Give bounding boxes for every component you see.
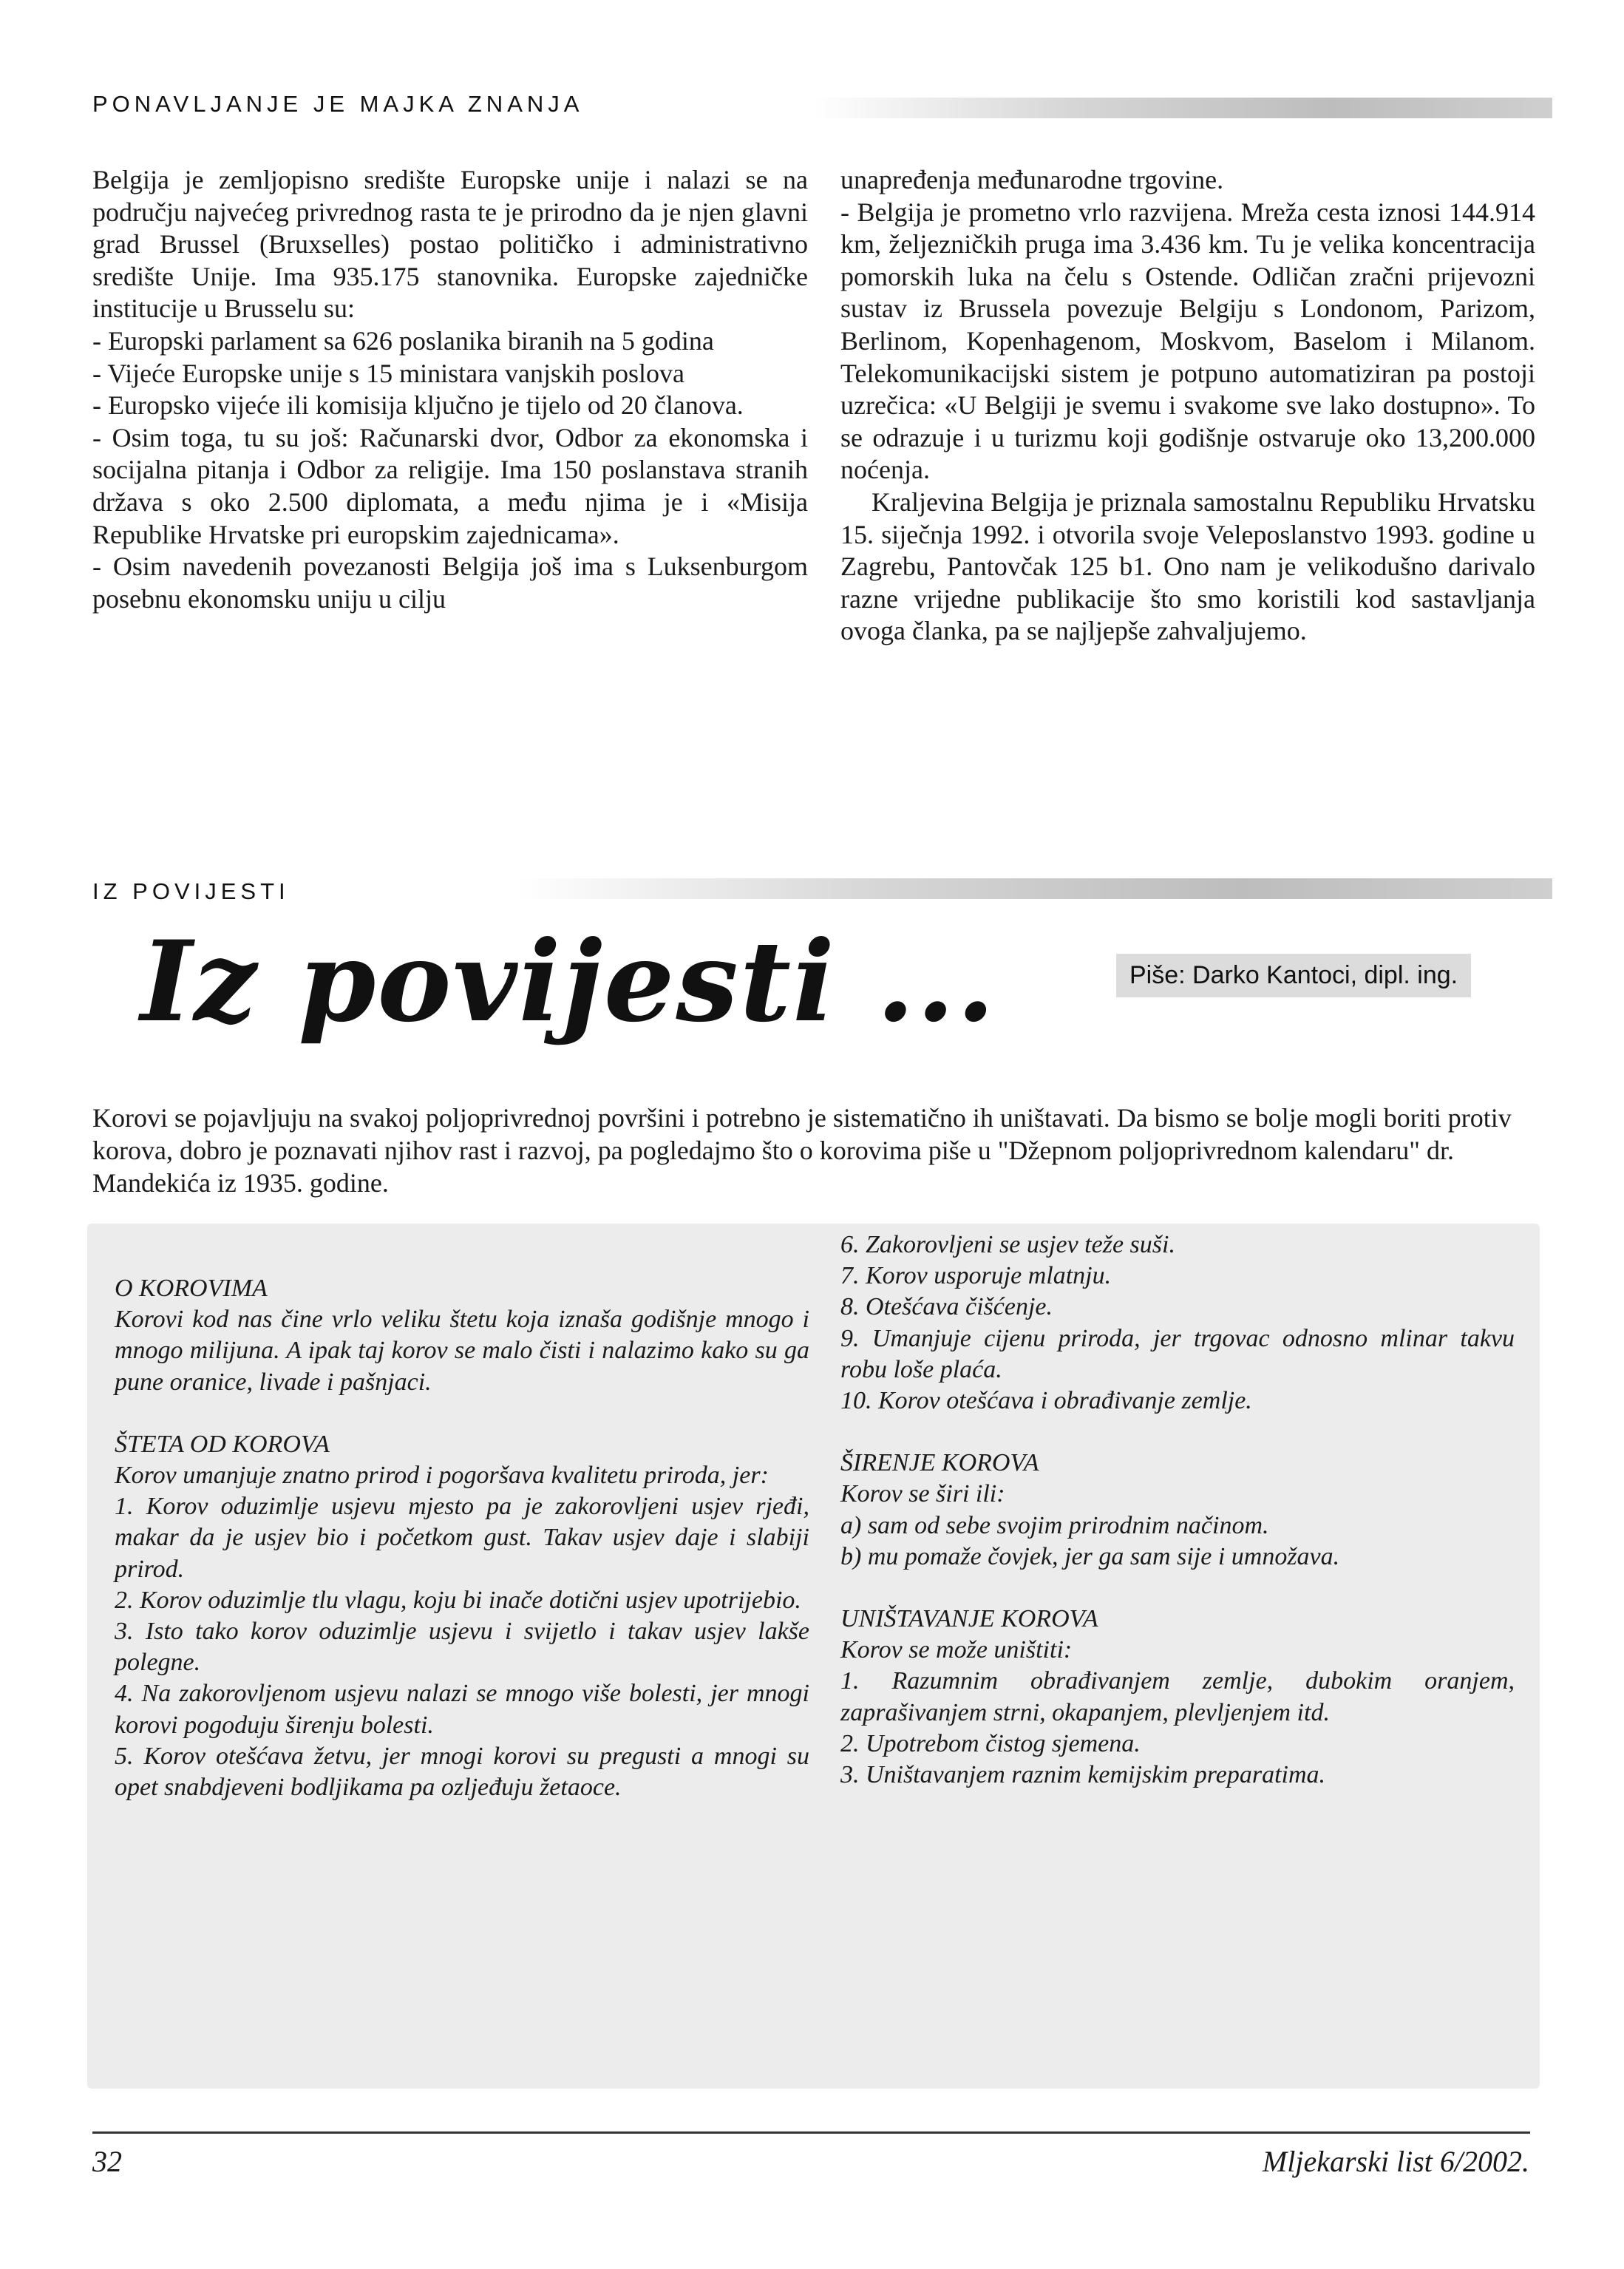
heading-band — [517, 878, 1552, 899]
box-subheading: UNIŠTAVANJE KOROVA — [840, 1605, 1098, 1633]
box-paragraph: Korov umanjuje znatno prirod i pogoršava kvalitetu priroda, jer: — [115, 1462, 769, 1490]
box-left-column — [115, 1273, 809, 1803]
list-item: - Osim toga, tu su još: Računarski dvor, Odbor za ekonomska i socijalna pitanja i Odbor za religije. Ima 150 poslanstava stranih država s oko 2.500 diplomata, a među njima je i «Misija Republike Hrvatske pri europskim zajednicama». — [92, 422, 808, 549]
intro-paragraph: Korovi se pojavljuju na svakoj poljoprivrednoj površini i potrebno je sistematično ih uništavati. Da bismo se bolje mogli boriti protiv korova, dobro je poznavati njihov rast i razvoj, pa pogledajmo što o korovima piše u "Džepnom poljoprivrednom kalendaru" dr. Mandekića iz 1935. godine. — [92, 1103, 1512, 1198]
section-heading-iz-povijesti: IZ POVIJESTI — [92, 878, 290, 904]
article-right-column — [840, 164, 1535, 863]
author-byline: Piše: Darko Kantoci, dipl. ing. — [1116, 954, 1471, 997]
box-paragraph: 8. Otešćava čišćenje. — [840, 1293, 1053, 1321]
box-paragraph: a) sam od sebe svojim prirodnim načinom. — [840, 1511, 1269, 1539]
box-paragraph: 6. Zakorovljeni se usjev teže suši. — [840, 1231, 1175, 1258]
box-paragraph: Korov se širi ili: — [840, 1480, 1005, 1508]
box-paragraph: b) mu pomaže čovjek, jer ga sam sije i umnožava. — [840, 1542, 1340, 1570]
box-paragraph: 4. Na zakorovljenom usjevu nalazi se mnogo više bolesti, jer mnogi korovi pogoduju širenju bolesti. — [115, 1680, 809, 1739]
paragraph: Kraljevina Belgija je priznala samostalnu Republiku Hrvatsku 15. siječnja 1992. i otvorila svoje Veleposlanstvo 1993. godine u Zagrebu, Pantovčak 125 b1. Ono nam je velikodušno darivalo razne vrijedne publikacije što smo koristili kod sastavljanja ovoga članka, pa se najljepše zahvaljujemo. — [840, 486, 1535, 646]
heading-band — [813, 98, 1552, 118]
box-subheading: ŠIRENJE KOROVA — [840, 1449, 1039, 1477]
box-paragraph: Korov se može uništiti: — [840, 1636, 1073, 1664]
box-paragraph: 7. Korov usporuje mlatnju. — [840, 1262, 1112, 1290]
publication-name: Mljekarski list 6/2002. — [1262, 2145, 1529, 2178]
box-subheading: O KOROVIMA — [115, 1275, 268, 1302]
box-paragraph: 5. Korov otešćava žetvu, jer mnogi korovi su pregusti a mnogi su opet snabdjeveni bodljikama pa ozljeđuju žetaoce. — [115, 1742, 809, 1802]
article-left-column — [92, 164, 808, 863]
box-paragraph: Korovi kod nas čine vrlo veliku štetu koja iznaša godišnje mnogo i mnogo milijuna. A ipak taj korov se malo čisti i nalazimo kako su ga pune oranice, livade i pašnjaci. — [115, 1306, 809, 1396]
box-subheading: ŠTETA OD KOROVA — [115, 1430, 330, 1458]
box-paragraph: 9. Umanjuje cijenu priroda, jer trgovac odnosno mlinar takvu robu loše plaća. — [840, 1324, 1515, 1383]
box-paragraph: 2. Upotrebom čistog sjemena. — [840, 1729, 1141, 1757]
list-item: - Europsko vijeće ili komisija ključno je tijelo od 20 članova. — [92, 390, 744, 421]
section-heading-ponavljanje: PONAVLJANJE JE MAJKA ZNANJA — [92, 91, 584, 117]
paragraph: unapređenja međunarodne trgovine. — [840, 165, 1224, 194]
box-paragraph: 3. Isto tako korov oduzimlje usjevu i svijetlo i takav usjev lakše polegne. — [115, 1618, 809, 1677]
list-item: - Belgija je prometno vrlo razvijena. Mreža cesta iznosi 144.914 km, željezničkih pruga ima 3.436 km. Tu je velika koncentracija pomorskih luka na čelu s Ostende. Odličan zračni prijevozni sustav iz Brussela povezuje Belgiju s Londonom, Parizom, Berlinom, Kopenhagenom, Moskvom, Baselom i Milanom. Telekomunikacijski sistem je potpuno automatiziran pa postoji uzrečica: «U Belgiji je svemu i svakome sve lako dostupno». To se odrazuje i u turizmu koji godišnje ostvaruje oko 13,200.000 noćenja. — [840, 197, 1535, 485]
list-item: - Osim navedenih povezanosti Belgija još ima s Luksenburgom posebnu ekonomsku uniju u cilju — [92, 552, 808, 614]
footer-rule — [92, 2131, 1530, 2134]
paragraph: Belgija je zemljopisno središte Europske unije i nalazi se na području najvećeg privrednog rasta te je prirodno da je njen glavni grad Brussel (Bruxselles) postao političko i administrativno središte Unije. Ima 935.175 stanovnika. Europske zajedničke institucije u Brusselu su: — [92, 165, 808, 324]
box-paragraph: 1. Razumnim obrađivanjem zemlje, dubokim oranjem, zaprašivanjem strni, okapanjem, plevljenjem itd. — [840, 1667, 1515, 1726]
page-number: 32 — [92, 2145, 122, 2178]
box-paragraph: 3. Uništavanjem raznim kemijskim preparatima. — [840, 1761, 1326, 1789]
box-right-column — [840, 1230, 1515, 1791]
script-title: Iz povijesti ... — [140, 917, 996, 1047]
list-item: - Vijeće Europske unije s 15 ministara vanjskih poslova — [92, 358, 685, 388]
list-item: - Europski parlament sa 626 poslanika biranih na 5 godina — [92, 325, 714, 356]
box-paragraph: 1. Korov oduzimlje usjevu mjesto pa je zakorovljeni usjev rjeđi, makar da je usjev bio i početkom gust. Takav usjev daje i slabiji prirod. — [115, 1493, 809, 1583]
box-paragraph: 10. Korov otešćava i obrađivanje zemlje. — [840, 1387, 1252, 1415]
box-paragraph: 2. Korov oduzimlje tlu vlagu, koju bi inače dotični usjev upotrijebio. — [115, 1586, 801, 1614]
